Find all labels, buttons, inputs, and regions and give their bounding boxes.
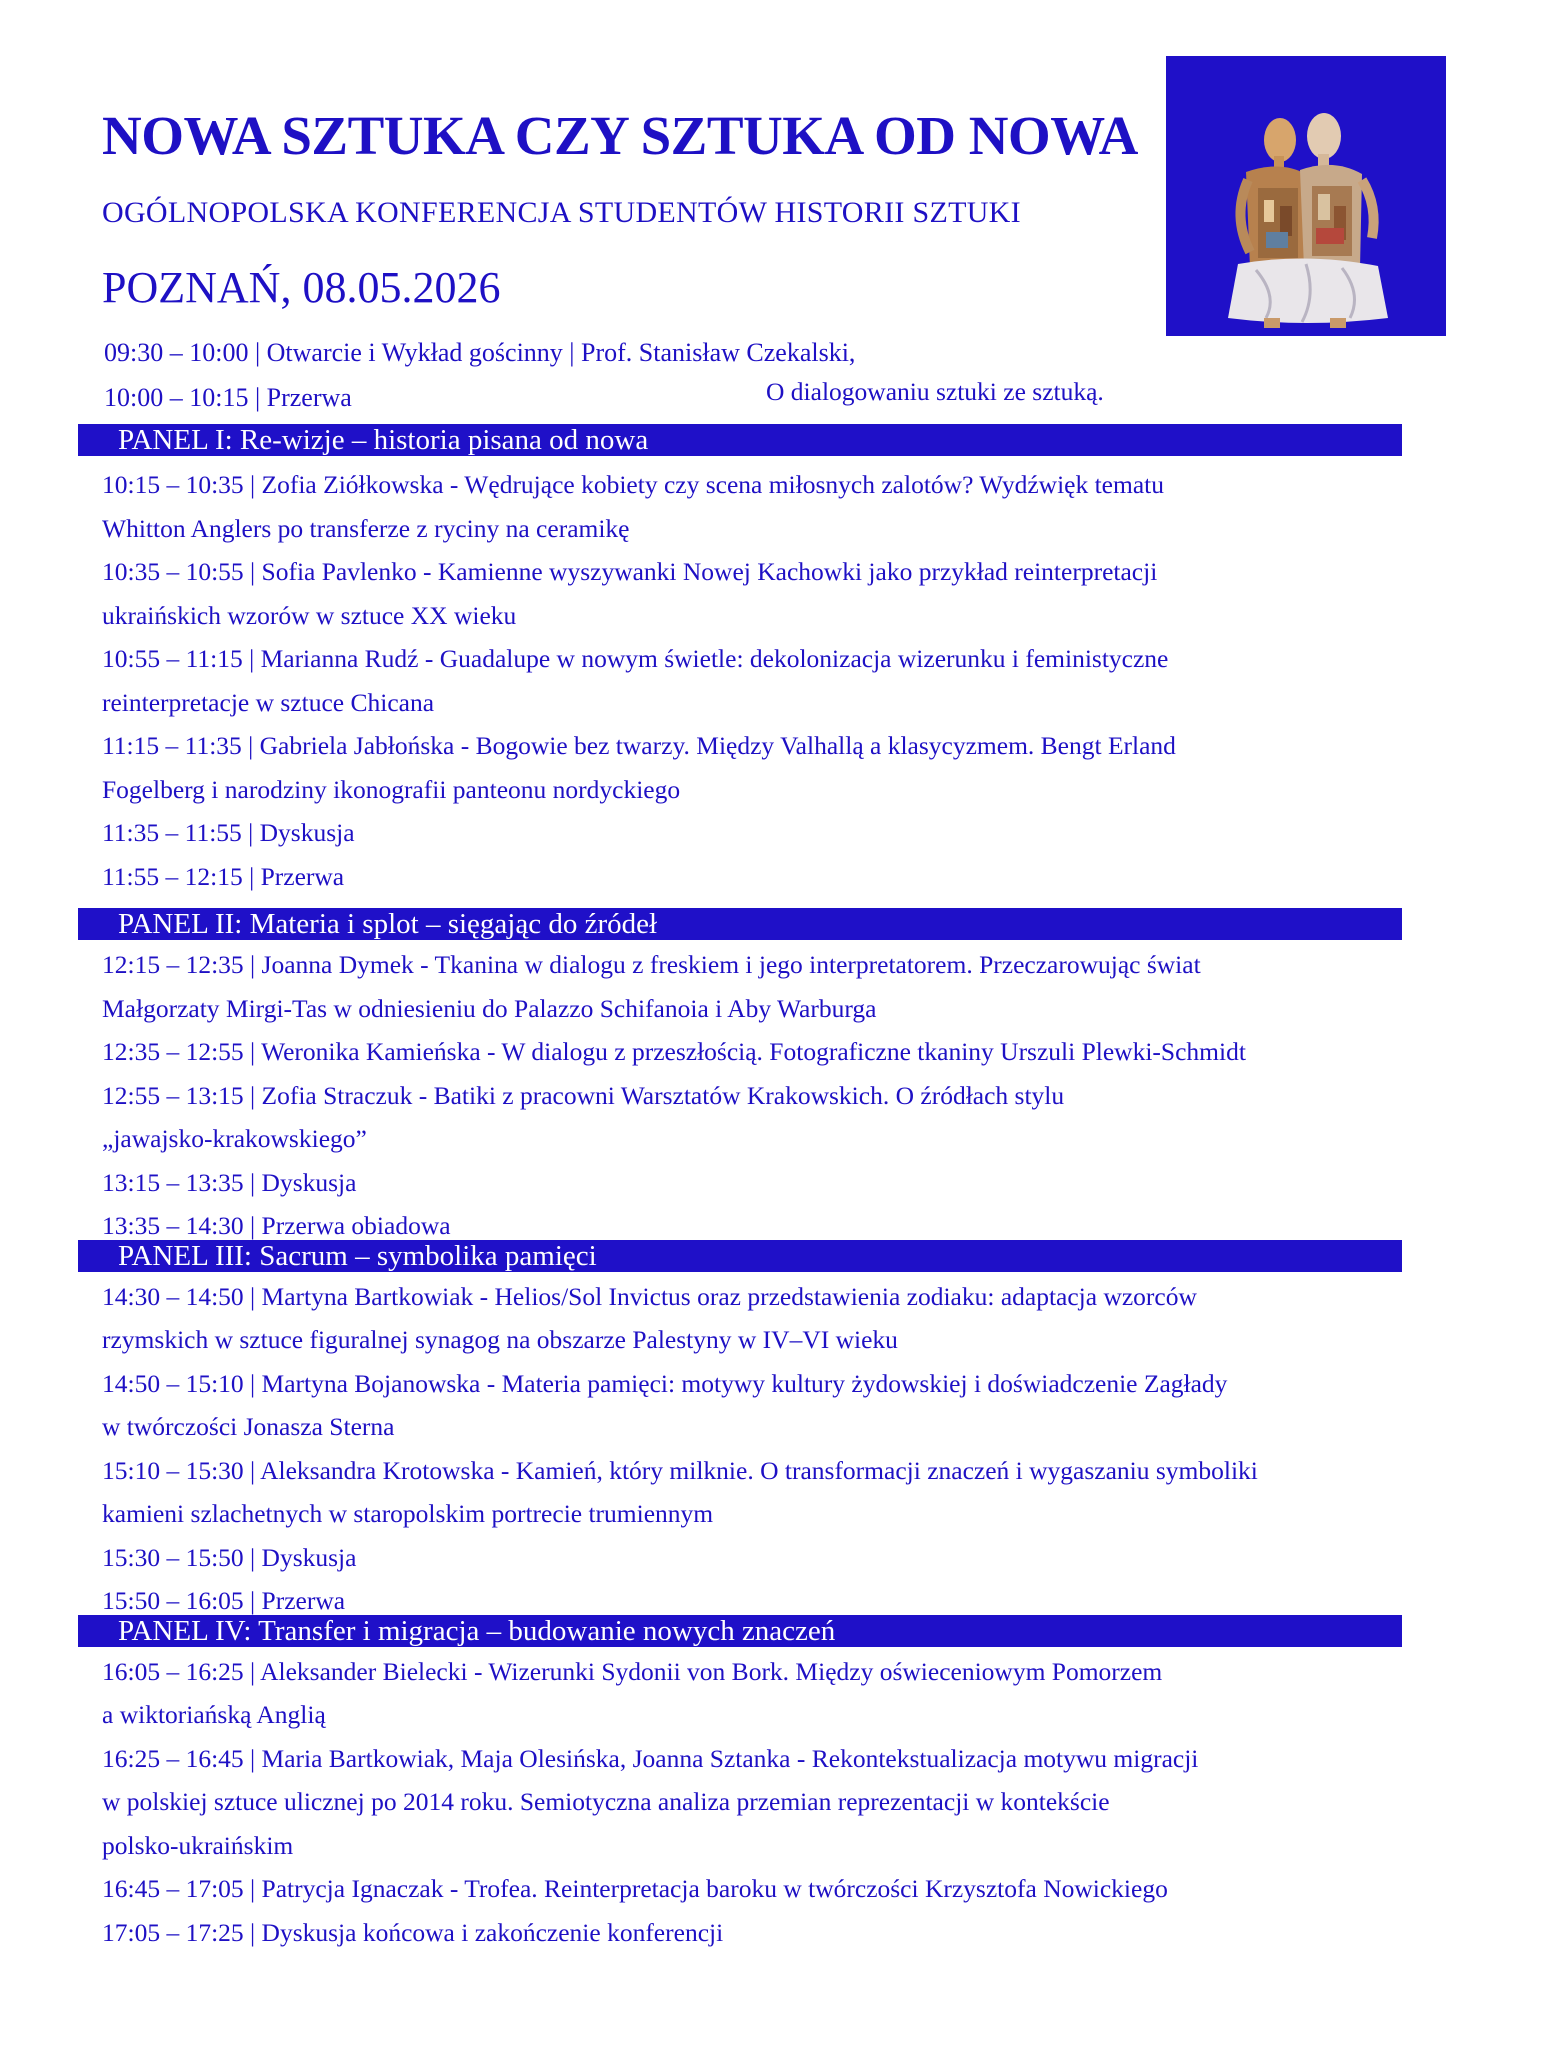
panel-header: PANEL III: Sacrum – symbolika pamięci <box>78 1240 1402 1272</box>
program-entry: 11:15 – 11:35 | Gabriela Jabłońska - Bogowie bez twarzy. Między Valhallą a klasycyzmem. Bengt Erland Fogelberg i narodziny ikonografii panteonu nordyckiego <box>102 731 1176 804</box>
opening-lecture: 09:30 – 10:00 | Otwarcie i Wykład gościnny | Prof. Stanisław Czekalski, <box>104 338 856 367</box>
program-entry: 13:15 – 13:35 | Dyskusja <box>102 1167 357 1197</box>
program-entry: 15:50 – 16:05 | Przerwa <box>102 1586 346 1615</box>
program-entry: 10:15 – 10:35 | Zofia Ziółkowska - Wędrujące kobiety czy scena miłosnych zalotów? Wydźwięk tematu Whitton Anglers po transferze z ryciny na ceramikę <box>102 470 1164 543</box>
opening-break: 10:00 – 10:15 | Przerwa <box>104 383 352 412</box>
panel-3 <box>102 1240 1432 1623</box>
program-entry: 16:05 – 16:25 | Aleksander Bielecki - Wizerunki Sydonii von Bork. Między oświeceniowym Pomorzem a wiktoriańską Anglią <box>102 1656 1163 1729</box>
program-entry: 15:10 – 15:30 | Aleksandra Krotowska - Kamień, który milknie. O transformacji znaczeń i wygaszaniu symboliki kamieni szlachetnych w staropolskim portrecie trumiennym <box>102 1455 1258 1528</box>
program-entry: 12:15 – 12:35 | Joanna Dymek - Tkanina w dialogu z freskiem i jego interpretatorem. Przeczarowując świat Małgorzaty Mirgi-Tas w odniesieniu do Palazzo Schifanoia i Aby Warburga <box>102 950 1201 1023</box>
program-entry: 13:35 – 14:30 | Przerwa obiadowa <box>102 1211 451 1240</box>
program-entry: 12:55 – 13:15 | Zofia Straczuk - Batiki z pracowni Warsztatów Krakowskich. O źródłach stylu „jawajsko-krakowskiego” <box>102 1080 1065 1153</box>
lecture-title: O dialogowaniu sztuki ze sztuką. <box>766 377 1104 406</box>
location-date: POZNAŃ, 08.05.2026 <box>102 263 501 312</box>
program-entry: 10:35 – 10:55 | Sofia Pavlenko - Kamienne wyszywanki Nowej Kachowki jako przykład reinterpretacji ukraińskich wzorów w sztuce XX wieku <box>102 557 1158 630</box>
conference-title: NOWA SZTUKA CZY SZTUKA OD NOWA <box>102 105 1138 166</box>
program-entry: 14:30 – 14:50 | Martyna Bartkowiak - Helios/Sol Invictus oraz przedstawienia zodiaku: adaptacja wzorców rzymskich w sztuce figuralnej synagog na obszarze Palestyny w IV–VI wieku <box>102 1281 1197 1354</box>
conference-subtitle: OGÓLNOPOLSKA KONFERENCJA STUDENTÓW HISTORII SZTUKI <box>102 196 1021 229</box>
program-entry: 17:05 – 17:25 | Dyskusja końcowa i zakończenie konferencji <box>102 1917 724 1947</box>
two-mannequin-figures-painting-icon <box>1166 56 1446 336</box>
panel-4 <box>102 1615 1432 1955</box>
program-entry: 10:55 – 11:15 | Marianna Rudź - Guadalupe w nowym świetle: dekolonizacja wizerunku i feministyczne reinterpretacje w sztuce Chicana <box>102 644 1169 717</box>
artwork-image <box>1166 56 1446 336</box>
panel-header: PANEL II: Materia i splot – sięgając do źródeł <box>78 908 1402 940</box>
program-entry: 15:30 – 15:50 | Dyskusja <box>102 1542 357 1572</box>
program-entry: 11:55 – 12:15 | Przerwa <box>102 861 345 891</box>
program-entry: 16:45 – 17:05 | Patrycja Ignaczak - Trofea. Reinterpretacja baroku w twórczości Krzysztofa Nowickiego <box>102 1874 1168 1903</box>
panel-1 <box>102 424 1432 898</box>
conference-program <box>102 424 1432 1954</box>
program-entry: 12:35 – 12:55 | Weronika Kamieńska - W dialogu z przeszłością. Fotograficzne tkaniny Urszuli Plewki-Schmidt <box>102 1037 1246 1066</box>
panel-header: PANEL I: Re-wizje – historia pisana od nowa <box>78 424 1402 456</box>
panel-header: PANEL IV: Transfer i migracja – budowanie nowych znaczeń <box>78 1615 1402 1647</box>
program-entry: 14:50 – 15:10 | Martyna Bojanowska - Materia pamięci: motywy kultury żydowskiej i doświadczenie Zagłady w twórczości Jonasza Sterna <box>102 1368 1228 1441</box>
panel-2 <box>102 908 1432 1248</box>
program-entry: 11:35 – 11:55 | Dyskusja <box>102 818 355 847</box>
program-entry: 16:25 – 16:45 | Maria Bartkowiak, Maja Olesińska, Joanna Sztanka - Rekontekstualizacja motywu migracji w polskiej sztuce ulicznej po 2014 roku. Semiotyczna analiza przemian reprezentacji w kontekście polsko-ukraińskim <box>102 1743 1199 1860</box>
